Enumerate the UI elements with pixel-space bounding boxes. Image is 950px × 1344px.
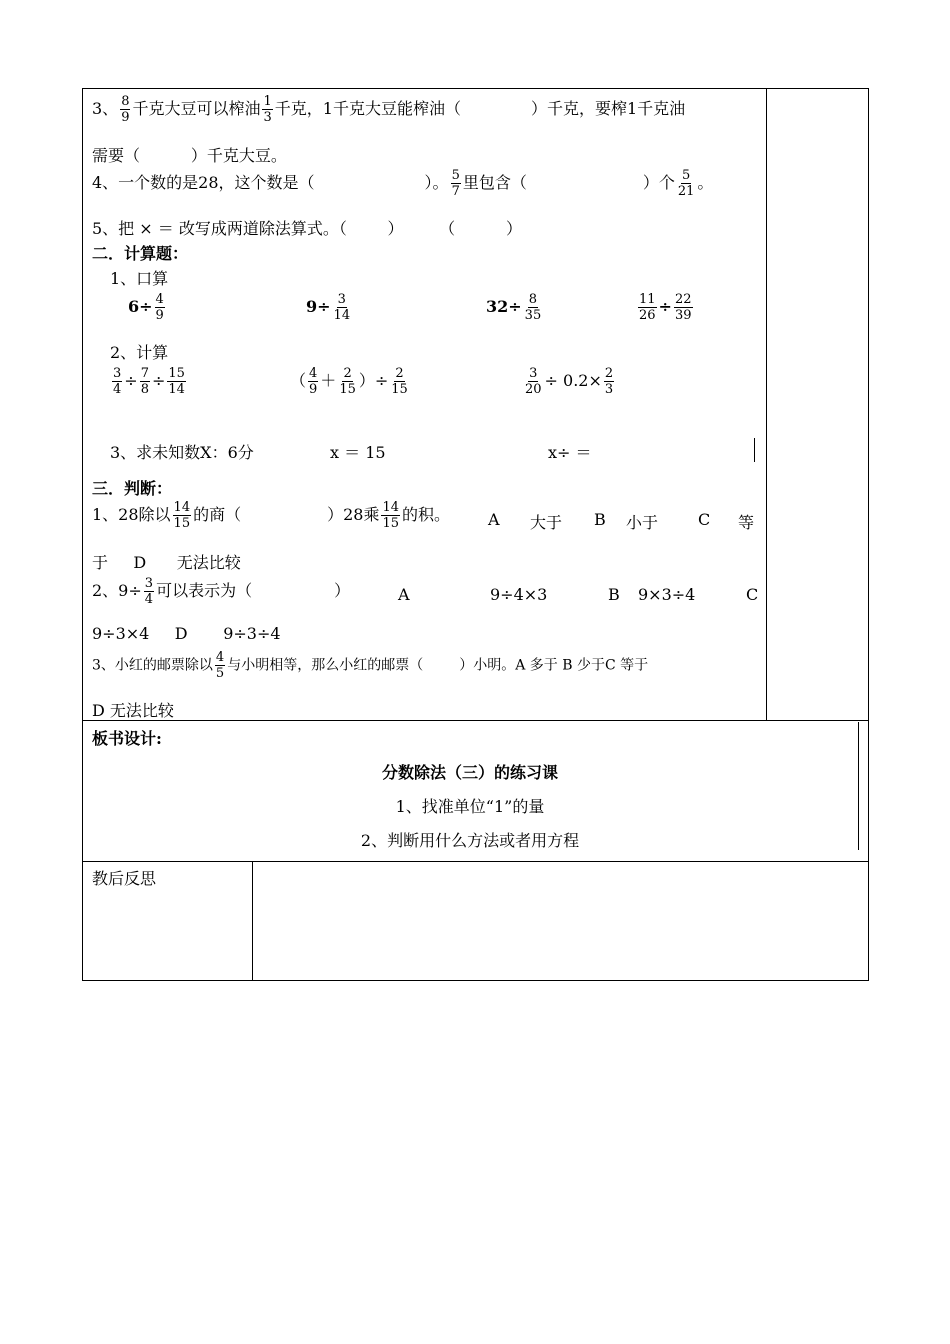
solve-x-eq1: x ＝ 15 bbox=[330, 443, 386, 462]
fraction: $\frac{4}{9}$ bbox=[309, 366, 318, 397]
judge-2-opt-a: A bbox=[398, 585, 410, 604]
fraction: $\frac{5}{7}$ bbox=[451, 168, 460, 199]
judge-2-line2: 9÷3×4 D 9÷3÷4 bbox=[92, 624, 281, 643]
question-4: 4、一个数的是28，这个数是（ ）。 $\frac{5}{7}$ 里包含（ ）个 $\frac{5}{21}$ 。 bbox=[92, 168, 714, 199]
judge-2-opt-c: C bbox=[746, 585, 759, 604]
fraction: $\frac{3}{20}$ bbox=[525, 366, 542, 397]
judge-2: 2、9÷ $\frac{3}{4}$ 可以表示为（ ） bbox=[92, 576, 351, 607]
question-5: 5、把 × ＝ 改写成两道除法算式。（ ） （ ） bbox=[92, 219, 522, 238]
border-right bbox=[868, 88, 869, 981]
board-title: 分数除法（三）的练习课 bbox=[381, 763, 558, 782]
fraction: $\frac{4}{9}$ bbox=[155, 292, 164, 323]
fraction: $\frac{8}{35}$ bbox=[524, 292, 542, 323]
fraction: $\frac{1}{3}$ bbox=[263, 94, 272, 125]
fraction: $\frac{4}{5}$ bbox=[215, 650, 225, 681]
judge-1-opt-b: B bbox=[594, 510, 606, 529]
fraction: $\frac{7}{8}$ bbox=[140, 366, 149, 397]
fraction: $\frac{15}{14}$ bbox=[168, 366, 185, 397]
judge-1-opt-c: C bbox=[698, 510, 711, 529]
reflection-label: 教后反思 bbox=[92, 869, 157, 888]
judge-1-line2: 于 D 无法比较 bbox=[92, 553, 241, 572]
border-top bbox=[82, 88, 869, 89]
fraction: $\frac{2}{15}$ bbox=[339, 366, 356, 397]
fraction: $\frac{8}{9}$ bbox=[121, 94, 130, 125]
judge-3: 3、小红的邮票除以 $\frac{4}{5}$ 与小明相等，那么小红的邮票（ ）小明。A 多于 B 少于C 等于 bbox=[92, 650, 649, 681]
border-column-divider bbox=[766, 88, 767, 720]
fraction: $\frac{3}{4}$ bbox=[144, 576, 154, 607]
border-board-inner bbox=[858, 722, 859, 850]
oral-item-4: $\frac{11}{26}$ ÷ $\frac{22}{39}$ bbox=[639, 292, 692, 323]
oral-item-1: 6÷ $\frac{4}{9}$ bbox=[128, 292, 164, 323]
judge-1-opt-b-text: 小于 bbox=[626, 513, 659, 532]
fraction: $\frac{22}{39}$ bbox=[674, 292, 692, 323]
board-design-label: 板书设计: bbox=[92, 729, 162, 748]
fraction: $\frac{14}{15}$ bbox=[173, 500, 191, 531]
judge-3-line2: D 无法比较 bbox=[92, 701, 174, 720]
question-3-line2: 需要（ ）千克大豆。 bbox=[92, 146, 287, 165]
fraction: $\frac{2}{3}$ bbox=[604, 366, 614, 397]
fraction: $\frac{14}{15}$ bbox=[382, 500, 400, 531]
judge-1-opt-c-text: 等 bbox=[738, 513, 755, 532]
fraction: $\frac{11}{26}$ bbox=[639, 292, 656, 323]
border-reflection-divider bbox=[252, 861, 253, 981]
oral-calc-label: 1、口算 bbox=[110, 269, 169, 288]
calc-item-1: $\frac{3}{4}$ ÷ $\frac{7}{8}$ ÷ $\frac{15}{14}$ bbox=[113, 366, 185, 397]
fraction: $\frac{3}{4}$ bbox=[113, 366, 122, 397]
judge-2-opt-b: B bbox=[608, 585, 620, 604]
calc-item-2: （ $\frac{4}{9}$ ＋ $\frac{2}{15}$ ）÷ $\frac{2}{15}$ bbox=[290, 366, 408, 397]
solve-x-eq2: x÷ ＝ bbox=[548, 443, 592, 462]
border-reflection-top bbox=[82, 861, 869, 862]
question-3: 3、 $\frac{8}{9}$ 千克大豆可以榨油 $\frac{1}{3}$ 千克，1千克大豆能榨油（ ）千克，要榨1千克油 bbox=[92, 94, 686, 125]
judge-1-opt-a-text: 大于 bbox=[530, 513, 563, 532]
section-2-title: 二．计算题： bbox=[92, 244, 189, 263]
calc-item-3: $\frac{3}{20}$ ÷ 0.2× $\frac{2}{3}$ bbox=[525, 366, 614, 397]
fraction: $\frac{5}{21}$ bbox=[677, 168, 695, 199]
judge-1-opt-a: A bbox=[488, 510, 500, 529]
oral-item-2: 9÷ $\frac{3}{14}$ bbox=[306, 292, 351, 323]
judge-2-opt-a-text: 9÷4×3 bbox=[490, 585, 548, 604]
judge-2-opt-b-text: 9×3÷4 bbox=[638, 585, 696, 604]
border-board-top bbox=[82, 720, 869, 721]
judge-1: 1、28除以 $\frac{14}{15}$ 的商（ ）28乘 $\frac{14}{15}$ 的积。 bbox=[92, 500, 451, 531]
fraction: $\frac{2}{15}$ bbox=[391, 366, 408, 397]
calc-cursor-bar bbox=[754, 438, 755, 462]
fraction: $\frac{3}{14}$ bbox=[333, 292, 351, 323]
board-point-1: 1、找准单位“1”的量 bbox=[395, 797, 545, 816]
calc-label: 2、计算 bbox=[110, 343, 169, 362]
section-3-title: 三．判断： bbox=[92, 479, 173, 498]
border-bottom bbox=[82, 980, 869, 981]
oral-item-3: 32÷ $\frac{8}{35}$ bbox=[486, 292, 542, 323]
solve-x-label: 3、求未知数X：6分 bbox=[110, 443, 254, 462]
board-point-2: 2、判断用什么方法或者用方程 bbox=[360, 831, 580, 850]
